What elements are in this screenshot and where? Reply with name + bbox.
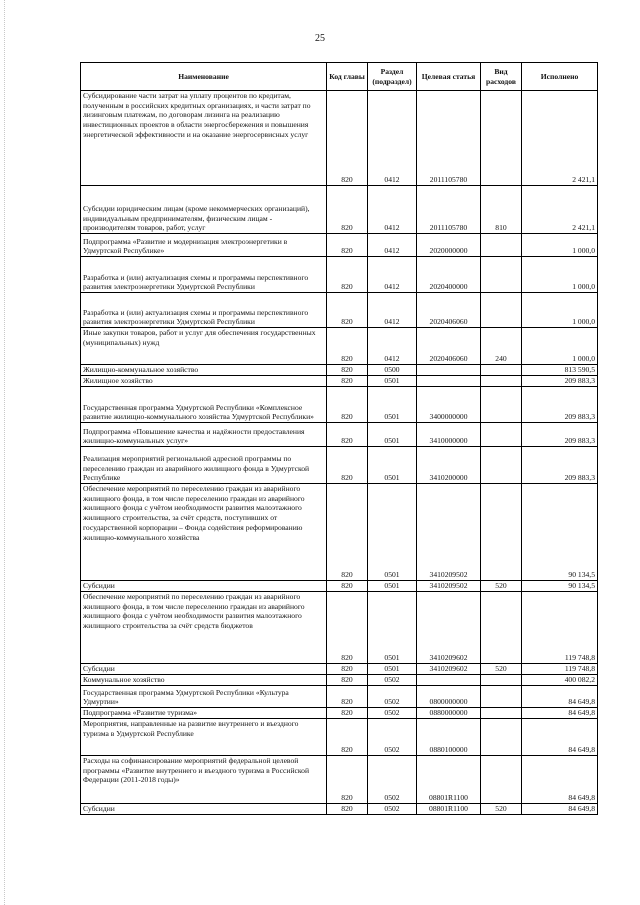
row-article: 3410209602 <box>417 592 481 664</box>
row-type <box>481 686 522 708</box>
table-header-row <box>81 63 598 91</box>
row-name: Мероприятия, направленные на развитие внутреннего и въездного туризма в Удмуртской Республике <box>81 719 327 756</box>
row-section: 0412 <box>368 257 417 293</box>
row-amount: 1 000,0 <box>522 257 598 293</box>
row-type <box>481 234 522 257</box>
table-row <box>81 708 598 719</box>
row-article: 2020400000 <box>417 257 481 293</box>
row-name: Жилищно-коммунальное хозяйство <box>81 365 327 376</box>
row-name: Разработка и (или) актуализация схемы и программы перспективного развития электроэнергетики Удмуртской Республики <box>81 293 327 328</box>
row-name: Иные закупки товаров, работ и услуг для обеспечения государственных (муниципальных) нужд <box>81 328 327 365</box>
header-section: Раздел (подраздел) <box>368 63 417 91</box>
row-section: 0501 <box>368 581 417 592</box>
row-section: 0501 <box>368 387 417 423</box>
row-code: 820 <box>327 447 368 484</box>
row-article: 3410200000 <box>417 447 481 484</box>
row-section: 0412 <box>368 293 417 328</box>
row-article: 2020406060 <box>417 328 481 365</box>
row-type <box>481 423 522 447</box>
row-article: 08801R1100 <box>417 804 481 815</box>
row-article: 08801R1100 <box>417 756 481 804</box>
row-type: 810 <box>481 186 522 234</box>
row-code: 820 <box>327 365 368 376</box>
row-type: 520 <box>481 664 522 675</box>
row-amount: 813 590,5 <box>522 365 598 376</box>
row-article: 2011105780 <box>417 91 481 186</box>
header-article: Целевая статья <box>417 63 481 91</box>
row-section: 0412 <box>368 328 417 365</box>
row-code: 820 <box>327 804 368 815</box>
row-code: 820 <box>327 423 368 447</box>
table-row <box>81 581 598 592</box>
row-code: 820 <box>327 664 368 675</box>
row-section: 0502 <box>368 686 417 708</box>
row-name: Субсидии юридическим лицам (кроме некоммерческих организаций), индивидуальным предпринимателям, физическим лицам - производителям товаров, работ, услуг <box>81 186 327 234</box>
row-section: 0501 <box>368 423 417 447</box>
row-type <box>481 447 522 484</box>
row-type <box>481 675 522 686</box>
row-code: 820 <box>327 387 368 423</box>
row-type: 520 <box>481 581 522 592</box>
row-code: 820 <box>327 328 368 365</box>
header-type: Вид расходов <box>481 63 522 91</box>
row-article: 3410209602 <box>417 664 481 675</box>
row-article <box>417 376 481 387</box>
row-section: 0502 <box>368 804 417 815</box>
header-code: Код главы <box>327 63 368 91</box>
row-section: 0502 <box>368 756 417 804</box>
row-article: 2011105780 <box>417 186 481 234</box>
row-name: Субсидии <box>81 664 327 675</box>
row-code: 820 <box>327 234 368 257</box>
row-name: Реализация мероприятий региональной адресной программы по переселению граждан из аварийного жилищного фонда в Удмуртской Республике <box>81 447 327 484</box>
row-section: 0500 <box>368 365 417 376</box>
row-name: Подпрограмма «Развитие и модернизация электроэнергетики в Удмуртской Республике» <box>81 234 327 257</box>
budget-execution-table <box>80 62 598 815</box>
row-code: 820 <box>327 91 368 186</box>
row-amount: 2 421,1 <box>522 186 598 234</box>
row-amount: 84 649,8 <box>522 719 598 756</box>
row-type <box>481 293 522 328</box>
row-article: 3410209502 <box>417 581 481 592</box>
row-name: Субсидии <box>81 804 327 815</box>
page-number: 25 <box>315 33 325 44</box>
row-code: 820 <box>327 756 368 804</box>
row-section: 0412 <box>368 186 417 234</box>
row-name: Субсидии <box>81 581 327 592</box>
table-row <box>81 686 598 708</box>
row-type <box>481 592 522 664</box>
row-code: 820 <box>327 686 368 708</box>
table-row <box>81 234 598 257</box>
row-amount: 84 649,8 <box>522 708 598 719</box>
row-name: Подпрограмма «Повышение качества и надёжности предоставления жилищно-коммунальных услуг» <box>81 423 327 447</box>
row-type <box>481 708 522 719</box>
row-article: 0880100000 <box>417 719 481 756</box>
table-row <box>81 675 598 686</box>
row-section: 0412 <box>368 234 417 257</box>
row-amount: 84 649,8 <box>522 686 598 708</box>
row-article: 3410209502 <box>417 484 481 581</box>
row-article: 3410000000 <box>417 423 481 447</box>
row-amount: 209 883,3 <box>522 423 598 447</box>
table-row <box>81 293 598 328</box>
row-section: 0501 <box>368 447 417 484</box>
header-amount: Исполнено <box>522 63 598 91</box>
table-row <box>81 376 598 387</box>
scan-edge-line <box>4 0 6 905</box>
row-name: Подпрограмма «Развитие туризма» <box>81 708 327 719</box>
row-name: Государственная программа Удмуртской Республики «Комплексное развитие жилищно-коммунального хозяйства Удмуртской Республики» <box>81 387 327 423</box>
row-article: 3400000000 <box>417 387 481 423</box>
row-type <box>481 756 522 804</box>
row-type <box>481 484 522 581</box>
row-name: Государственная программа Удмуртской Республики «Культура Удмуртии» <box>81 686 327 708</box>
row-name: Обеспечение мероприятий по переселению граждан из аварийного жилищного фонда, в том числе переселению граждан из аварийного жилищного фонда с учётом необходимости развития малоэтажного жилищного строительства за счёт средств бюджетов <box>81 592 327 664</box>
row-article: 2020406060 <box>417 293 481 328</box>
row-article: 0800000000 <box>417 686 481 708</box>
row-amount: 1 000,0 <box>522 234 598 257</box>
row-amount: 209 883,3 <box>522 376 598 387</box>
row-type <box>481 376 522 387</box>
table-row <box>81 484 598 581</box>
row-name: Разработка и (или) актуализация схемы и программы перспективного развития электроэнергетики Удмуртской Республики <box>81 257 327 293</box>
row-section: 0502 <box>368 719 417 756</box>
row-amount: 119 748,8 <box>522 592 598 664</box>
row-amount: 1 000,0 <box>522 328 598 365</box>
row-code: 820 <box>327 708 368 719</box>
row-amount: 2 421,1 <box>522 91 598 186</box>
header-name: Наименование <box>81 63 327 91</box>
row-section: 0502 <box>368 675 417 686</box>
row-type: 520 <box>481 804 522 815</box>
table-row <box>81 365 598 376</box>
row-code: 820 <box>327 293 368 328</box>
row-section: 0501 <box>368 664 417 675</box>
row-code: 820 <box>327 257 368 293</box>
row-code: 820 <box>327 581 368 592</box>
row-article: 0880000000 <box>417 708 481 719</box>
row-amount: 400 082,2 <box>522 675 598 686</box>
row-article <box>417 675 481 686</box>
row-code: 820 <box>327 484 368 581</box>
table-row <box>81 804 598 815</box>
row-type: 240 <box>481 328 522 365</box>
row-name: Коммунальное хозяйство <box>81 675 327 686</box>
row-amount: 84 649,8 <box>522 756 598 804</box>
row-amount: 209 883,3 <box>522 387 598 423</box>
row-code: 820 <box>327 592 368 664</box>
table-row <box>81 756 598 804</box>
row-type <box>481 365 522 376</box>
table-row <box>81 257 598 293</box>
row-code: 820 <box>327 186 368 234</box>
row-article <box>417 365 481 376</box>
row-type <box>481 257 522 293</box>
row-code: 820 <box>327 376 368 387</box>
table-row <box>81 592 598 664</box>
row-code: 820 <box>327 675 368 686</box>
row-amount: 119 748,8 <box>522 664 598 675</box>
row-type <box>481 719 522 756</box>
row-article: 2020000000 <box>417 234 481 257</box>
row-amount: 84 649,8 <box>522 804 598 815</box>
table-row <box>81 328 598 365</box>
row-section: 0501 <box>368 484 417 581</box>
row-code: 820 <box>327 719 368 756</box>
row-amount: 1 000,0 <box>522 293 598 328</box>
row-name: Жилищное хозяйство <box>81 376 327 387</box>
row-amount: 90 134,5 <box>522 581 598 592</box>
row-name: Расходы на софинансирование мероприятий федеральной целевой программы «Развитие внутреннего и въездного туризма в Российской Федерации (2011-2018 годы)» <box>81 756 327 804</box>
row-section: 0502 <box>368 708 417 719</box>
row-type <box>481 91 522 186</box>
table-row <box>81 664 598 675</box>
row-section: 0501 <box>368 592 417 664</box>
row-name: Субсидирование части затрат на уплату процентов по кредитам, полученным в российских кредитных организациях, и части затрат по лизинговым платежам, по договорам лизинга на реализацию инвестиционных проектов в области энергосбережения и повышения энергетической эффективности и на оказание энергосервисных услуг <box>81 91 327 186</box>
table-row <box>81 423 598 447</box>
table-row <box>81 91 598 186</box>
row-amount: 90 134,5 <box>522 484 598 581</box>
row-section: 0501 <box>368 376 417 387</box>
table-row <box>81 447 598 484</box>
row-amount: 209 883,3 <box>522 447 598 484</box>
row-name: Обеспечение мероприятий по переселению граждан из аварийного жилищного фонда, в том числе переселению граждан из аварийного жилищного фонда с учётом необходимости развития малоэтажного жилищного строительства, за счёт средств, поступивших от государственной корпорации – Фонда содействия реформированию жилищно-коммунального хозяйства <box>81 484 327 581</box>
row-section: 0412 <box>368 91 417 186</box>
table-row <box>81 387 598 423</box>
row-type <box>481 387 522 423</box>
table-row <box>81 186 598 234</box>
table-row <box>81 719 598 756</box>
